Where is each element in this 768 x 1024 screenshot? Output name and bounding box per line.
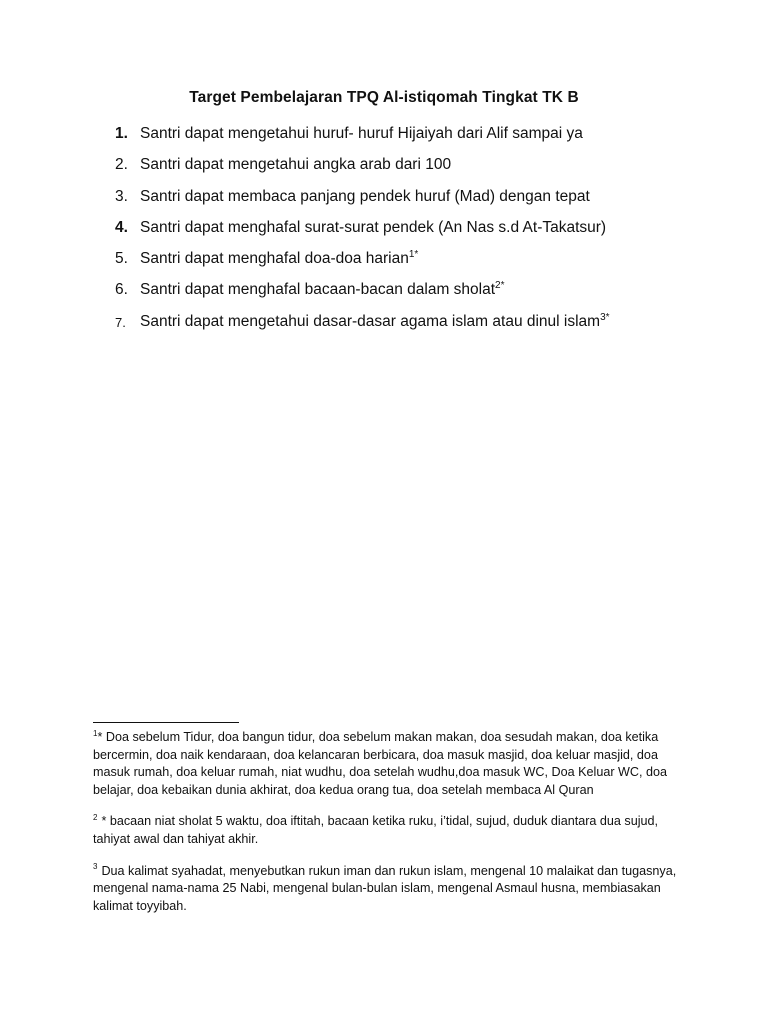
target-list (115, 125, 735, 344)
list-item (115, 281, 735, 312)
footnotes (93, 729, 678, 929)
footnote-text: * bacaan niat sholat 5 waktu, doa iftitah, bacaan ketika ruku, i’tidal, sujud, duduk diantara dua sujud, tahiyat awal dan tahiyat akhir. (93, 814, 659, 846)
footnote-text: Dua kalimat syahadat, menyebutkan rukun iman dan rukun islam, mengenal 10 malaikat dan tugasnya, mengenal nama-nama 25 Nabi, mengenal bulan-bulan islam, mengenal Asmaul husna, membiasakan kalimat toyyibah. (93, 863, 677, 913)
item-number: 5. (115, 250, 128, 268)
item-text: Santri dapat membaca panjang pendek huruf (Mad) dengan tepat (140, 187, 590, 205)
footnote-reference: 2* (495, 280, 505, 292)
list-item (115, 313, 735, 344)
footnote-mark: 1 (93, 728, 98, 738)
item-text: Santri dapat mengetahui huruf- huruf Hijaiyah dari Alif sampai ya (140, 125, 583, 142)
list-item (115, 125, 735, 156)
footnote (93, 863, 678, 916)
footnote-reference: 1* (408, 249, 419, 261)
item-text: Santri dapat mengetahui angka arab dari 100 (140, 156, 452, 174)
item-text: Santri dapat menghafal bacaan-bacan dalam sholat$^{2*}$ (140, 280, 505, 299)
item-number: 7. (115, 314, 126, 330)
item-text: Santri dapat menghafal doa-doa harian$^{1*}$ (140, 249, 419, 268)
document-title: Target Pembelajaran TPQ Al-istiqomah Tingkat TK B (189, 89, 579, 106)
item-number: 2. (115, 156, 128, 174)
list-item (115, 188, 735, 219)
item-number: 6. (115, 281, 128, 299)
footnote-separator (93, 722, 239, 723)
footnote (93, 729, 678, 799)
list-item (115, 156, 735, 187)
item-number: 3. (115, 187, 128, 205)
list-item (115, 219, 735, 250)
item-number: 1. (115, 125, 128, 142)
item-text: Santri dapat mengetahui dasar-dasar agama islam atau dinul islam$^{3*}$ (140, 311, 610, 330)
item-number: 4. (115, 218, 128, 236)
footnote-mark: 2 (93, 813, 98, 823)
list-item (115, 250, 735, 281)
item-text: Santri dapat menghafal surat-surat pendek (An Nas s.d At-Takatsur) (140, 218, 607, 236)
footnote-mark: 3 (93, 862, 98, 872)
footnote-reference: 3* (600, 311, 610, 323)
footnote (93, 813, 678, 848)
footnote-text: * Doa sebelum Tidur, doa bangun tidur, doa sebelum makan makan, doa sesudah makan, doa ketika bercermin, doa naik kendaraan, doa kelancaran berbicara, doa masuk masjid, doa keluar masjid, doa masuk rumah, doa keluar rumah, niat wudhu, doa setelah wudhu,doa masuk WC, Doa Keluar WC, doa belajar, doa kebaikan dunia akhirat, doa kedua orang tua, doa setelah membaca Al Quran (93, 730, 668, 797)
